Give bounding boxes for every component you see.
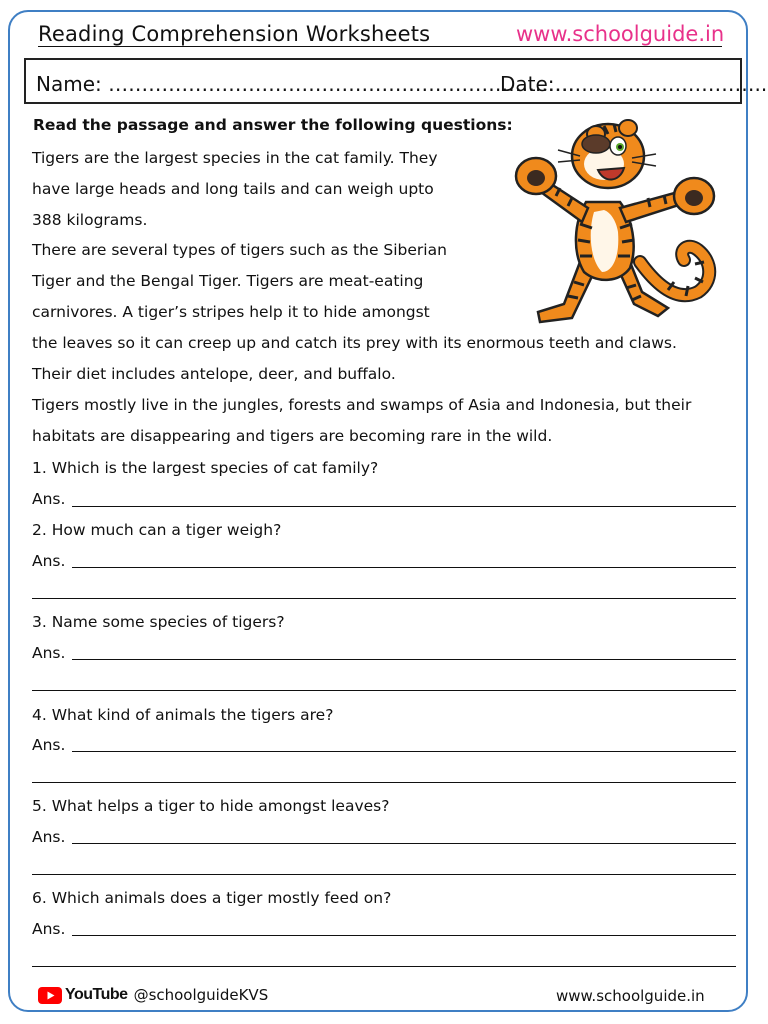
question-2: 2. How much can a tiger weigh? (32, 521, 282, 539)
passage-line: Their diet includes antelope, deer, and buffalo. (32, 365, 396, 383)
question-5: 5. What helps a tiger to hide amongst leaves? (32, 797, 390, 815)
answer-line-4[interactable] (72, 751, 736, 752)
passage-line: have large heads and long tails and can weigh upto (32, 180, 434, 198)
passage-line: There are several types of tigers such as the Siberian (32, 241, 447, 259)
passage-line: Tiger and the Bengal Tiger. Tigers are meat-eating (32, 272, 424, 290)
answer-label: Ans. (32, 828, 66, 846)
answer-line-3[interactable] (72, 659, 736, 660)
passage-line: habitats are disappearing and tigers are becoming rare in the wild. (32, 427, 553, 445)
answer-label: Ans. (32, 920, 66, 938)
answer-line-5[interactable] (72, 843, 736, 844)
question-3: 3. Name some species of tigers? (32, 613, 285, 631)
answer-line-2[interactable] (72, 567, 736, 568)
footer-website-link[interactable]: www.schoolguide.in (556, 987, 705, 1005)
name-field[interactable]: Name: ……………………………………………………………. (36, 72, 575, 96)
cartoon-tiger-illustration (508, 112, 722, 330)
answer-line-4-extra[interactable] (32, 782, 736, 783)
question-1: 1. Which is the largest species of cat family? (32, 459, 379, 477)
passage-line: Tigers mostly live in the jungles, forests and swamps of Asia and Indonesia, but their (32, 396, 692, 414)
answer-label: Ans. (32, 736, 66, 754)
name-date-box (24, 58, 768, 104)
youtube-channel[interactable] (38, 986, 268, 1004)
answer-label: Ans. (32, 644, 66, 662)
answer-line-6[interactable] (72, 935, 736, 936)
website-underline (516, 46, 722, 47)
youtube-wordmark: YouTube (65, 986, 128, 1003)
passage-line: the leaves so it can creep up and catch its prey with its enormous teeth and claws. (32, 334, 677, 352)
youtube-handle: @schoolguideKVS (133, 986, 269, 1004)
answer-line-3-extra[interactable] (32, 690, 736, 691)
instruction-text: Read the passage and answer the following questions: (33, 116, 513, 134)
date-field[interactable]: Date:………………………….. (500, 72, 768, 96)
answer-label: Ans. (32, 552, 66, 570)
passage-line: carnivores. A tiger’s stripes help it to hide amongst (32, 303, 430, 321)
youtube-play-icon (38, 987, 62, 1004)
title-underline (38, 46, 516, 47)
answer-line-5-extra[interactable] (32, 874, 736, 875)
answer-line-1[interactable] (72, 506, 736, 507)
worksheet-title: Reading Comprehension Worksheets (38, 22, 431, 46)
answer-label: Ans. (32, 490, 66, 508)
passage-line: 388 kilograms. (32, 211, 148, 229)
question-4: 4. What kind of animals the tigers are? (32, 706, 334, 724)
passage-line: Tigers are the largest species in the cat family. They (32, 149, 438, 167)
answer-line-6-extra[interactable] (32, 966, 736, 967)
header-website-link[interactable]: www.schoolguide.in (516, 22, 725, 46)
answer-line-2-extra[interactable] (32, 598, 736, 599)
question-6: 6. Which animals does a tiger mostly feed on? (32, 889, 392, 907)
